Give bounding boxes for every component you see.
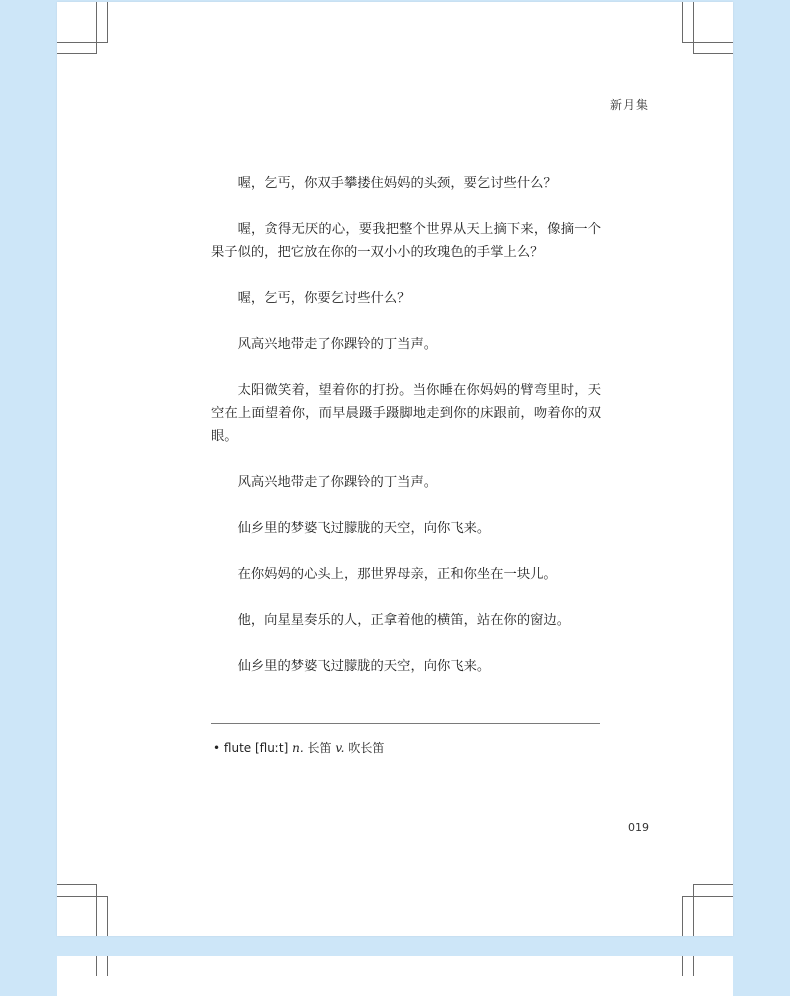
crop-mark-bottom-left-v-inner [107, 896, 108, 936]
crop-mark-bottom-right-v-inner [682, 896, 683, 936]
paragraph: 仙乡里的梦婆飞过朦胧的天空，向你飞来。 [237, 521, 491, 536]
crop-mark-next-right-v-inner [682, 956, 683, 976]
next-page-edge [57, 956, 733, 996]
footnote-word: flute [223, 741, 252, 755]
paragraph: 在你妈妈的心头上，那世界母亲，正和你坐在一块儿。 [237, 567, 557, 582]
crop-mark-next-left-v-inner [107, 956, 108, 976]
crop-mark-next-right-v [693, 956, 694, 976]
paragraph: 他，向星星奏乐的人，正拿着他的横笛，站在你的窗边。 [237, 613, 571, 628]
paragraph: 喔，乞丐，你要乞讨些什么？ [237, 291, 411, 306]
footnote-bullet: • [213, 741, 221, 755]
crop-mark-top-right-v-inner [682, 2, 683, 42]
crop-mark-top-right-h-inner [682, 42, 733, 43]
paragraph: 太阳微笑着，望着你的打扮。当你睡在你妈妈的臂弯里时，天空在上面望着你，而早晨蹑手蹑脚地走到你的床跟前，吻着你的双眼。 [211, 383, 601, 444]
footnote-divider [211, 723, 600, 724]
crop-mark-top-left-h-outer [57, 53, 97, 54]
crop-mark-top-right-h-outer [693, 53, 733, 54]
paragraph: 喔，贪得无厌的心，要我把整个世界从天上摘下来，像摘一个果子似的，把它放在你的一双小小的玫瑰色的手掌上么？ [211, 222, 601, 260]
page-number: 019 [628, 821, 649, 834]
crop-mark-top-right-v-outer [693, 2, 694, 54]
paragraph: 风高兴地带走了你踝铃的丁当声。 [237, 475, 438, 490]
crop-mark-bottom-right-h-outer [693, 884, 733, 885]
footnote-pos-verb: v. [335, 741, 345, 755]
crop-mark-bottom-left-v-outer [96, 884, 97, 936]
poem-body [211, 172, 601, 701]
crop-mark-next-left-v [96, 956, 97, 976]
crop-mark-bottom-left-h-inner [57, 896, 108, 897]
paragraph: 仙乡里的梦婆飞过朦胧的天空，向你飞来。 [237, 659, 491, 674]
crop-mark-bottom-right-h-inner [682, 896, 733, 897]
footnote-meaning-verb: 吹长笛 [348, 741, 385, 755]
running-header: 新月集 [609, 98, 649, 112]
footnote-meaning-noun: 长笛 [307, 741, 332, 755]
crop-mark-top-left-h-inner [57, 42, 108, 43]
footnote-phonetic: [fluːt] [255, 741, 289, 755]
crop-mark-bottom-left-h-outer [57, 884, 97, 885]
footnote-pos-noun: n. [292, 741, 304, 755]
paragraph: 风高兴地带走了你踝铃的丁当声。 [237, 337, 438, 352]
paragraph: 喔，乞丐，你双手攀搂住妈妈的头颈，要乞讨些什么？ [237, 176, 557, 191]
footnote [213, 739, 384, 756]
crop-mark-top-left-v-inner [107, 2, 108, 42]
crop-mark-top-left-v-outer [96, 2, 97, 54]
crop-mark-bottom-right-v-outer [693, 884, 694, 936]
